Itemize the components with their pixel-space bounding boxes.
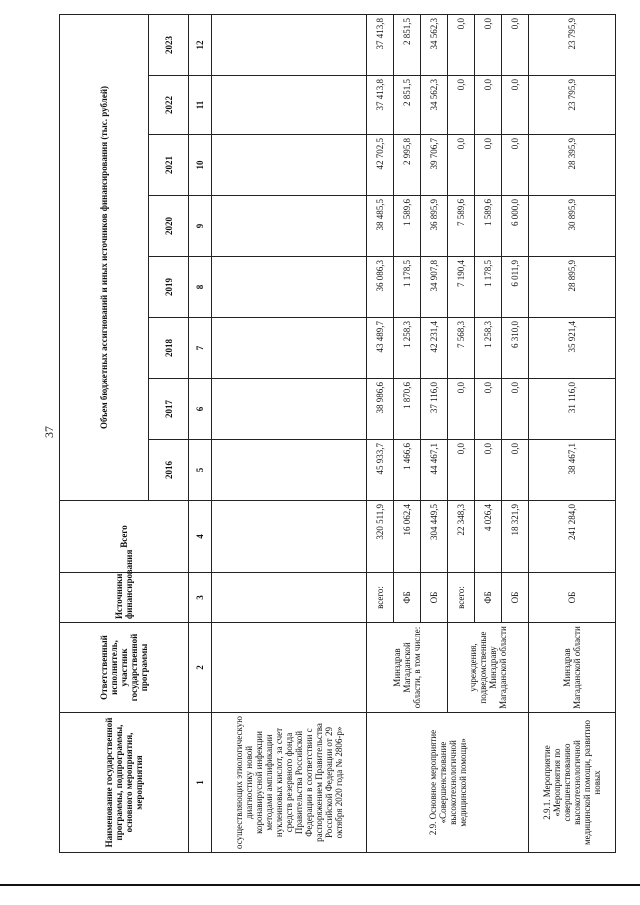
column-number: 2	[189, 623, 212, 713]
total-cell: 304 449,5	[421, 501, 448, 573]
column-number: 12	[189, 14, 212, 75]
column-number: 5	[189, 440, 212, 501]
value-cell: 38 467,1	[529, 440, 616, 501]
value-cell: 1 258,3	[394, 318, 421, 379]
value-cell: 2 995,8	[394, 135, 421, 196]
source-cell: всего:	[367, 573, 394, 623]
header-year: 2019	[149, 257, 189, 318]
block-2-9-executor-2: учреждения, подведомственные Минздраву Магаданской области	[448, 623, 529, 713]
value-cell: 6 000,0	[502, 196, 529, 257]
empty-cell	[212, 135, 367, 196]
value-cell: 30 895,9	[529, 196, 616, 257]
column-number: 10	[189, 135, 212, 196]
total-cell: 22 348,3	[448, 501, 475, 573]
source-cell: ОБ	[421, 573, 448, 623]
value-cell: 0,0	[448, 135, 475, 196]
source-cell: ОБ	[529, 573, 616, 623]
value-cell: 0,0	[502, 14, 529, 75]
value-cell: 0,0	[475, 135, 502, 196]
header-source: Источники финансирования	[60, 573, 189, 623]
value-cell: 1 258,3	[475, 318, 502, 379]
value-cell: 1 870,6	[394, 379, 421, 440]
value-cell: 28 895,9	[529, 257, 616, 318]
empty-cell	[212, 379, 367, 440]
value-cell: 0,0	[448, 379, 475, 440]
table-row	[367, 14, 394, 852]
value-cell: 0,0	[502, 379, 529, 440]
value-cell: 0,0	[448, 440, 475, 501]
block-2-9-1-executor: Минздрав Магаданской области	[529, 623, 616, 713]
value-cell: 0,0	[502, 135, 529, 196]
header-executor: Ответственный исполнитель, участник государственной программы	[60, 623, 189, 713]
empty-cell	[212, 573, 367, 623]
value-cell: 0,0	[475, 76, 502, 135]
column-number: 3	[189, 573, 212, 623]
value-cell: 35 921,4	[529, 318, 616, 379]
value-cell: 1 466,6	[394, 440, 421, 501]
header-row-1	[60, 14, 149, 852]
source-cell: ФБ	[475, 573, 502, 623]
financing-table	[59, 14, 616, 853]
column-number: 8	[189, 257, 212, 318]
value-cell: 0,0	[475, 14, 502, 75]
header-year: 2016	[149, 440, 189, 501]
block-2-9-executor-1: Минздрав Магаданской области, в том числе:	[367, 623, 448, 713]
value-cell: 0,0	[502, 440, 529, 501]
column-number: 6	[189, 379, 212, 440]
value-cell: 31 116,0	[529, 379, 616, 440]
empty-cell	[212, 623, 367, 713]
page-number: 37	[42, 426, 56, 438]
header-year: 2018	[149, 318, 189, 379]
header-year: 2017	[149, 379, 189, 440]
value-cell: 34 562,3	[421, 14, 448, 75]
value-cell: 36 895,9	[421, 196, 448, 257]
block-2-9-name: 2.9. Основное мероприятие «Совершенствование высокотехнологичной медицинской помощи»	[367, 713, 529, 853]
continuation-row	[212, 14, 367, 852]
value-cell: 34 562,3	[421, 76, 448, 135]
value-cell: 38 485,5	[367, 196, 394, 257]
value-cell: 1 589,6	[475, 196, 502, 257]
value-cell: 6 310,0	[502, 318, 529, 379]
total-cell: 4 026,4	[475, 501, 502, 573]
rotated-table-page	[59, 15, 602, 853]
value-cell: 6 011,9	[502, 257, 529, 318]
value-cell: 39 706,7	[421, 135, 448, 196]
value-cell: 0,0	[502, 76, 529, 135]
total-cell: 320 511,9	[367, 501, 394, 573]
value-cell: 42 231,4	[421, 318, 448, 379]
empty-cell	[212, 440, 367, 501]
value-cell: 0,0	[448, 14, 475, 75]
table-row	[529, 14, 616, 852]
value-cell: 1 178,5	[394, 257, 421, 318]
bottom-rule	[0, 884, 640, 886]
value-cell: 2 851,5	[394, 14, 421, 75]
value-cell: 0,0	[475, 440, 502, 501]
value-cell: 1 589,6	[394, 196, 421, 257]
value-cell: 43 489,7	[367, 318, 394, 379]
header-total: Всего	[60, 501, 189, 573]
empty-cell	[212, 318, 367, 379]
value-cell: 44 467,1	[421, 440, 448, 501]
source-cell: ОБ	[502, 573, 529, 623]
header-year: 2020	[149, 196, 189, 257]
empty-cell	[212, 196, 367, 257]
empty-cell	[212, 257, 367, 318]
value-cell: 23 795,9	[529, 14, 616, 75]
column-number: 7	[189, 318, 212, 379]
header-year: 2021	[149, 135, 189, 196]
value-cell: 42 702,5	[367, 135, 394, 196]
value-cell: 45 933,7	[367, 440, 394, 501]
total-cell: 16 062,4	[394, 501, 421, 573]
value-cell: 23 795,9	[529, 76, 616, 135]
column-number: 11	[189, 76, 212, 135]
value-cell: 0,0	[475, 379, 502, 440]
header-funding-group: Объем бюджетных ассигнований и иных источников финансирования (тыс. рублей)	[60, 14, 149, 500]
value-cell: 0,0	[448, 76, 475, 135]
column-number: 1	[189, 713, 212, 853]
empty-cell	[212, 14, 367, 75]
value-cell: 36 086,3	[367, 257, 394, 318]
header-year: 2023	[149, 14, 189, 75]
value-cell: 7 190,4	[448, 257, 475, 318]
value-cell: 1 178,5	[475, 257, 502, 318]
header-year: 2022	[149, 76, 189, 135]
source-cell: ФБ	[394, 573, 421, 623]
value-cell: 38 986,6	[367, 379, 394, 440]
column-number: 4	[189, 501, 212, 573]
value-cell: 34 907,8	[421, 257, 448, 318]
continuation-text: осуществляющих этиологическую диагностику новой коронавирусной инфекции методами амплификации нуклеиновых кислот, за счет средств резервного фонда Правительства Российской Федерации в соответствии с распоряжением Правительства Российской Федерации от 29 октября 2020 года № 2806-р»	[212, 713, 367, 853]
total-cell: 18 321,9	[502, 501, 529, 573]
value-cell: 37 116,0	[421, 379, 448, 440]
column-number-row	[189, 14, 212, 852]
source-cell: всего:	[448, 573, 475, 623]
value-cell: 37 413,8	[367, 14, 394, 75]
empty-cell	[212, 501, 367, 573]
value-cell: 7 589,6	[448, 196, 475, 257]
value-cell: 7 568,3	[448, 318, 475, 379]
value-cell: 28 395,9	[529, 135, 616, 196]
total-cell: 241 284,0	[529, 501, 616, 573]
block-2-9-1-name: 2.9.1. Мероприятие «Мероприятия по совершенствованию высокотехнологичной медицинской помощи, развитию новых	[529, 713, 616, 853]
column-number: 9	[189, 196, 212, 257]
value-cell: 2 851,5	[394, 76, 421, 135]
header-name: Наименование государственной программы, подпрограммы, основного мероприятия, мероприятия	[60, 713, 189, 853]
empty-cell	[212, 76, 367, 135]
value-cell: 37 413,8	[367, 76, 394, 135]
